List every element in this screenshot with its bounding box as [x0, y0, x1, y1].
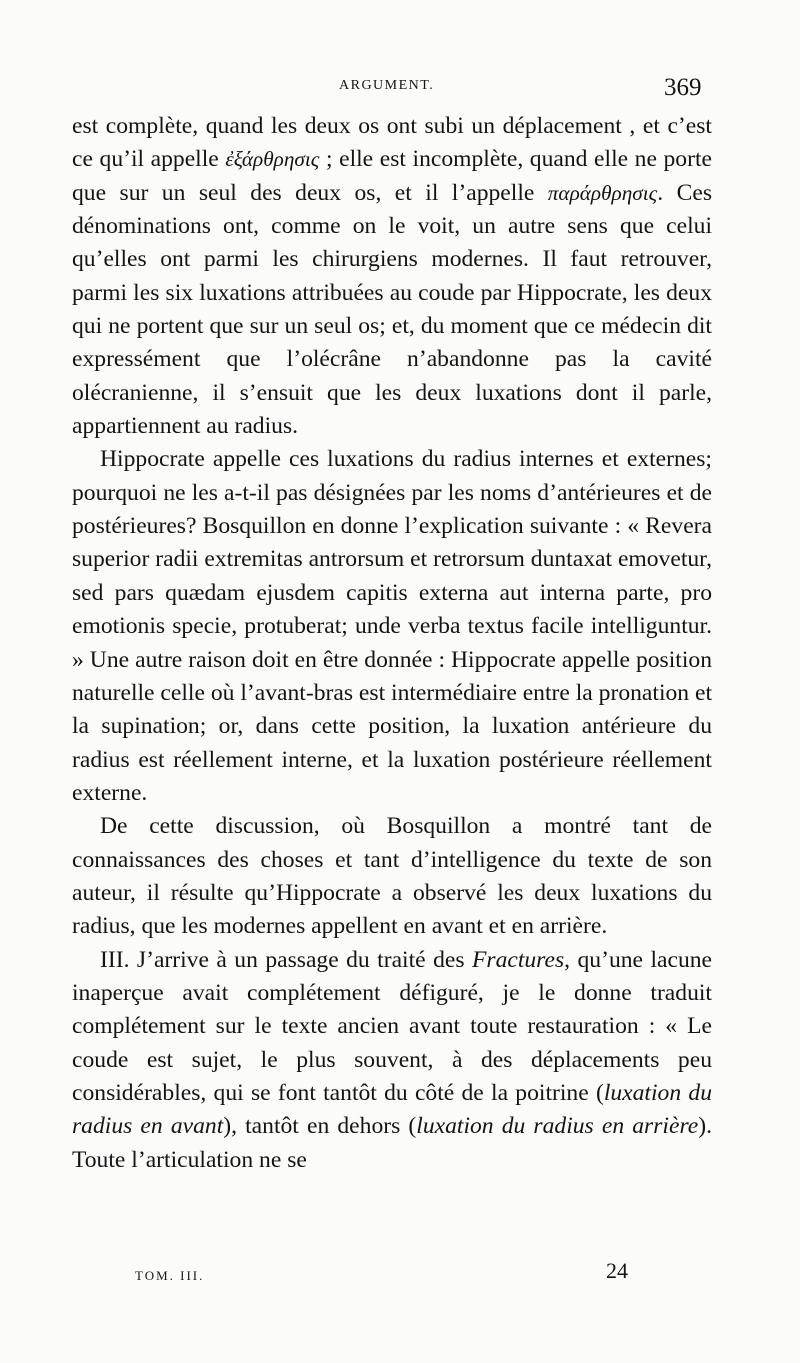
text-run: ). Toute l’articulation ne se	[72, 1113, 712, 1173]
text-run: De cette discussion, où Bosquillon a montré tant de connaissances des choses et tant d’intelligence du texte de son auteur, il résulte qu’Hippocrate a observé les deux luxations du radius, que les modernes appellent en avant et en arrière.	[72, 813, 712, 940]
volume-mark: TOM. III.	[135, 1268, 205, 1283]
paragraph-4	[72, 944, 712, 1177]
italic-phrase: luxation du radius en avant	[72, 1079, 712, 1140]
italic-phrase: luxation du radius en arrière	[416, 1113, 699, 1140]
paragraph-3	[72, 810, 712, 943]
signature-mark: 24	[606, 1258, 628, 1283]
text-run: , qu’une lacune inaperçue avait complétement défiguré, je le donne traduit complétement sur le texte ancien avant toute restauration : « Le coude est sujet, le plus souvent, à des déplacements peu considérables, qui se font tantôt du côté de la poitrine (	[72, 946, 713, 1106]
page-number: 369	[664, 74, 702, 101]
text-run: Hippocrate appelle ces luxations du radius internes et externes; pourquoi ne les a-t-il pas désignées par les noms d’antérieures et de postérieures? Bosquillon en donne l’explication suivante : « Revera superior radii extremitas antrorsum et retrorsum duntaxat emovetur, sed pars quædam ejusdem capitis externa aut interna parte, pro emotionis specie, protuberat; unde verba textus facile intelliguntur. » Une autre raison doit en être donnée : Hippocrate appelle position naturelle celle où l’avant-bras est intermédiaire entre la pronation et la supination; or, dans cette position, la luxation antérieure du radius est réellement interne, et la luxation postérieure réellement externe.	[72, 446, 713, 806]
paragraph-2	[72, 443, 712, 810]
running-head	[0, 74, 800, 104]
page-footer	[0, 1258, 800, 1288]
text-run: . Ces dénominations ont, comme on le voit, un autre sens que celui qu’elles ont parmi les chirurgiens modernes. Il faut retrouver, parmi les six luxations attribuées au coude par Hippocrate, les deux qui ne portent que sur un seul os; et, du moment que ce médecin dit expressément que l’olécrâne n’abandonne pas la cavité olécranienne, il s’ensuit que les deux luxations dont il parle, appartiennent au radius.	[72, 179, 712, 440]
paragraph-1	[72, 110, 712, 443]
body-text	[72, 110, 712, 1177]
text-run: ; elle est incomplète, quand elle ne porte que sur un seul des deux os, et il l’appelle	[72, 146, 712, 206]
italic-phrase: Fractures	[471, 946, 565, 973]
text-run: III. J’arrive à un passage du traité des	[100, 946, 472, 973]
text-run: est complète, quand les deux os ont subi un déplacement , et c’est ce qu’il appelle	[72, 113, 712, 173]
greek-term: παράρθρησις	[547, 180, 658, 205]
text-run: ), tantôt en dehors (	[223, 1113, 417, 1140]
running-title: ARGUMENT.	[339, 78, 435, 93]
greek-term: ἐξάρθρησις	[225, 147, 320, 172]
